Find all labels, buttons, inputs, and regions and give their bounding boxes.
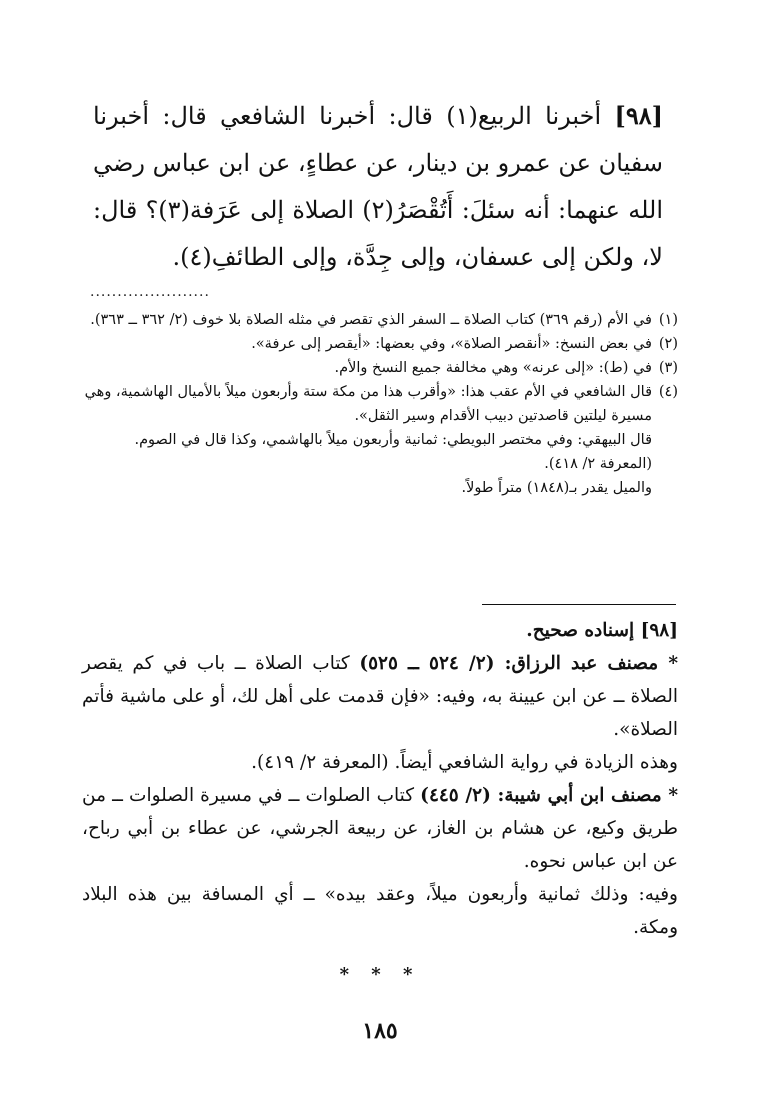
hadith-text [93,92,663,281]
footnote-text: قال الشافعي في الأم عقب هذا: «وأقرب هذا من مكة ستة وأربعون ميلاً بالأميال الهاشمية، وهي مسيرة ليلتين قاصدتين دبيب الأقدام وسير الثقل». [84,384,652,424]
section-end-stars: * * * [339,964,421,985]
source-ibn-abi-shaybah [82,779,678,878]
footnote-4-bayhaqi: قال البيهقي: وفي مختصر البويطي: ثمانية وأربعون ميلاً بالهاشمي، وكذا قال في الصوم. (المعرفة ٢/ ٤١٨). [134,432,652,472]
footnote-1 [78,308,678,332]
footnote-number: (٣) [658,360,678,376]
commentary-note [82,746,678,779]
source-title: * مصنف ابن أبي شيبة: (٢/ ٤٤٥) [420,785,679,806]
source-abdurrazzaq [82,647,678,746]
footnote-2 [78,332,678,356]
source-title: * مصنف عبد الرزاق: (٢/ ٥٢٤ ــ ٥٢٥) [359,653,679,674]
footnote-number: (٤) [658,384,678,400]
footnote-separator: ...................... [90,284,210,300]
footnote-number: (٢) [658,336,678,352]
note-text: وفيه: وذلك ثمانية وأربعون ميلاً، وعقد بيده» ــ أي المسافة بين هذه البلاد ومكة. [82,884,678,938]
hadith-number: [٩٨] [614,101,664,130]
commentary-heading [82,614,678,647]
hadith-body: أخبرنا الربيع(١) قال: أخبرنا الشافعي قال: أخبرنا سفيان عن عمرو بن دينار، عن عطاءٍ، عن ابن عباس رضي الله عنهما: أنه سئلَ: أَتُقْصَرُ(٢) الصلاة إلى عَرَفة(٣)؟ قال: لا، ولكن إلى عسفان، وإلى جِدَّة، وإلى الطائفِ(٤). [93,102,663,271]
footnote-number: (١) [658,312,678,328]
source-detail: كتاب الصلاة ــ باب في كم يقصر الصلاة ــ عن ابن عيينة به، وفيه: «فإن قدمت على أهل لك، أو على ماشية فأتم الصلاة». [82,653,678,740]
commentary-heading-text: إسناده صحيح. [526,620,635,641]
footnote-text: في (ط): «إلى عرنه» وهي مخالفة جميع النسخ والأم. [334,360,652,376]
commentary-divider [482,604,676,605]
commentary-note [82,878,678,944]
note-text: وهذه الزيادة في رواية الشافعي أيضاً. (المعرفة ٢/ ٤١٩). [251,752,678,773]
footnotes [78,308,678,500]
page-number: ١٨٥ [362,1018,398,1044]
footnote-4-mile-note: والميل يقدر بـ(١٨٤٨) متراً طولاً. [461,480,652,496]
footnote-4 [78,380,678,428]
footnote-3 [78,356,678,380]
source-detail: كتاب الصلوات ــ في مسيرة الصلوات ــ من طريق وكيع، عن هشام بن الغاز، عن ربيعة الجرشي، عن عطاء بن أبي رباح، عن ابن عباس نحوه. [82,785,678,872]
footnote-text: في الأم (رقم ٣٦٩) كتاب الصلاة ــ السفر الذي تقصر في مثله الصلاة بلا خوف (٢/ ٣٦٢ ــ ٣٦٣). [90,312,652,328]
commentary-heading-number: [٩٨] [640,620,678,641]
footnote-text: في بعض النسخ: «أنقصر الصلاة»، وفي بعضها: «أيقصر إلى عرفة». [251,336,652,352]
takhrij-commentary [82,614,678,944]
